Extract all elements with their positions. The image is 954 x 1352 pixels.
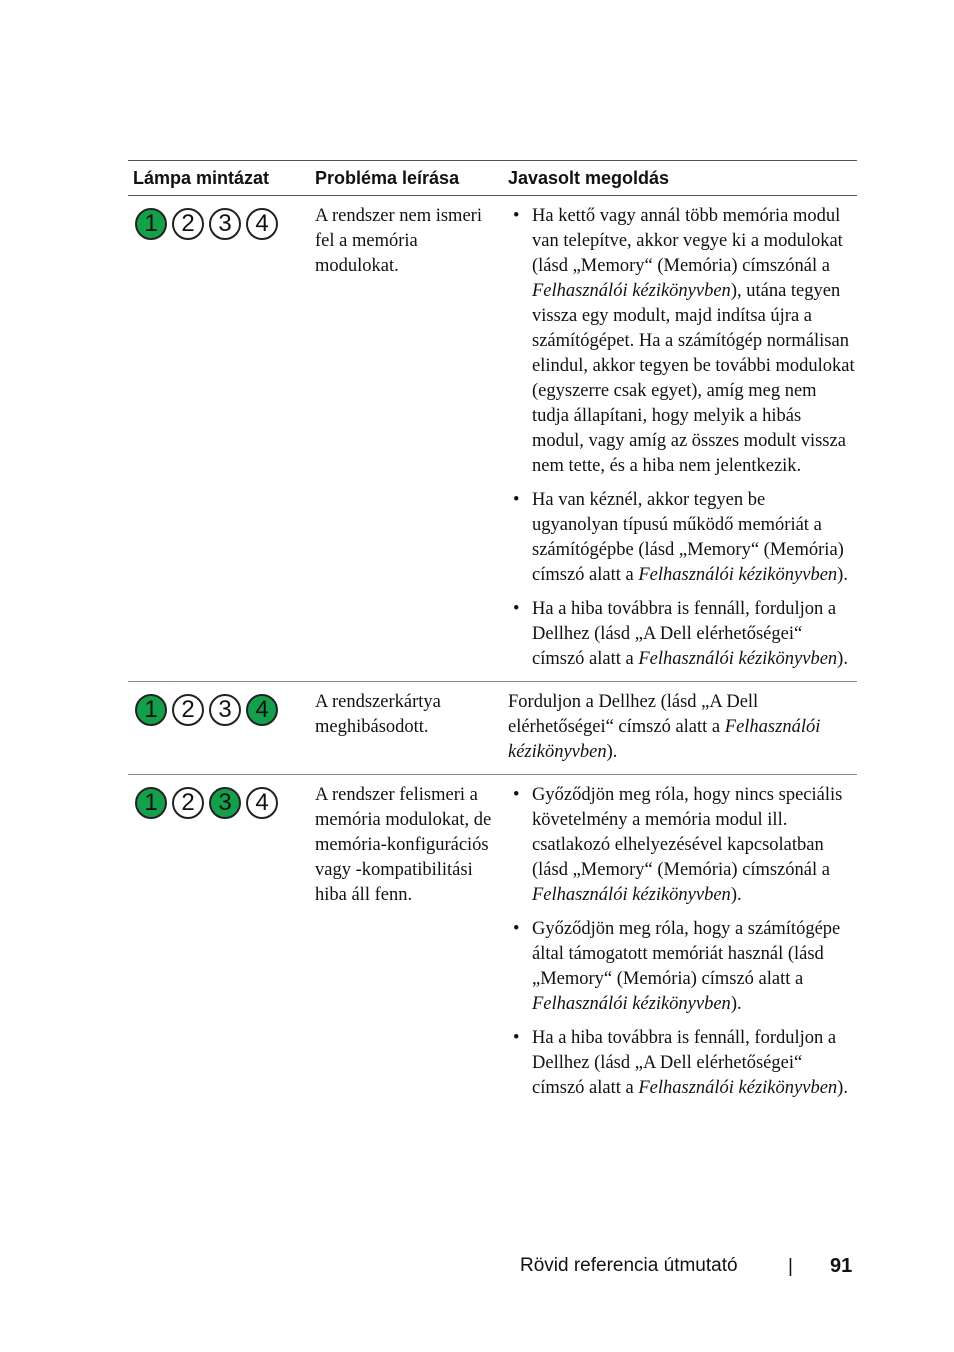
footer-separator: | (788, 1256, 793, 1277)
suggested-solution (506, 775, 857, 1110)
led-2-icon: 2 (172, 208, 204, 240)
led-pattern (133, 208, 310, 240)
solution-item: • Ha a hiba továbbra is fennáll, forduljon a Dellhez (lásd „A Dell elérhetőségei“ címszó alatt a Felhasználói kézikönyvben). (508, 1026, 855, 1101)
led-4-icon: 4 (246, 787, 278, 819)
led-pattern (133, 787, 310, 819)
solution-item: • Ha kettő vagy annál több memória modul van telepítve, akkor vegye ki a modulokat (lásd „Memory“ (Memória) címszónál a Felhasználói kézikönyvben), utána tegyen vissza egy modult, majd indítsa újra a számítógépet. Ha a számítógép normálisan elindul, akkor tegyen be további modulokat (egyszerre csak egyet), amíg meg nem tudja állapítani, hogy melyik a hibás modul, vagy amíg az összes modult vissza nem tette, és a hiba nem jelentkezik. (508, 204, 855, 479)
problem-description: A rendszerkártya meghibásodott. (315, 692, 441, 737)
header-problem-description: Probléma leírása (315, 167, 460, 188)
led-pattern (133, 694, 310, 726)
suggested-solution: Forduljon a Dellhez (lásd „A Dell elérhetőségei“ címszó alatt a Felhasználói kézikönyvben). (508, 692, 821, 762)
problem-description: A rendszer nem ismeri fel a memória modulokat. (315, 206, 482, 276)
solution-item: • Győződjön meg róla, hogy nincs speciális követelmény a memória modul ill. csatlakozó elhelyezésével kapcsolatban (lásd „Memory“ (Memória) címszónál a Felhasználói kézikönyvben). (508, 783, 855, 908)
footer-title: Rövid referencia útmutató (520, 1255, 738, 1276)
led-4-icon: 4 (246, 694, 278, 726)
led-3-icon: 3 (209, 694, 241, 726)
solution-item: • Ha a hiba továbbra is fennáll, forduljon a Dellhez (lásd „A Dell elérhetőségei“ címszó alatt a Felhasználói kézikönyvben). (508, 597, 855, 672)
table-row (128, 196, 857, 682)
led-3-icon: 3 (209, 208, 241, 240)
problem-description: A rendszer felismeri a memória modulokat, de memória-konfigurációs vagy -kompatibilitási hiba áll fenn. (315, 785, 492, 905)
led-1-icon: 1 (135, 694, 167, 726)
light-pattern-cell (128, 775, 310, 1110)
table-header (128, 161, 857, 196)
led-3-icon: 3 (209, 787, 241, 819)
header-light-pattern: Lámpa mintázat (133, 167, 270, 188)
diagnostic-lights-table (128, 160, 857, 1110)
led-2-icon: 2 (172, 694, 204, 726)
led-4-icon: 4 (246, 208, 278, 240)
solution-list (508, 783, 855, 1101)
light-pattern-cell (128, 682, 310, 774)
solution-item: • Ha van kéznél, akkor tegyen be ugyanolyan típusú működő memóriát a számítógépbe (lásd „Memory“ (Memória) címszó alatt a Felhasználói kézikönyvben). (508, 488, 855, 588)
table-row (128, 775, 857, 1110)
suggested-solution (506, 196, 857, 681)
led-1-icon: 1 (135, 787, 167, 819)
solution-list (508, 204, 855, 672)
solution-item: • Győződjön meg róla, hogy a számítógépe által támogatott memóriát használ (lásd „Memory“ (Memória) címszó alatt a Felhasználói kézikönyvben). (508, 917, 855, 1017)
header-suggested-solution: Javasolt megoldás (508, 167, 670, 188)
table-row (128, 682, 857, 775)
light-pattern-cell (128, 196, 310, 681)
led-2-icon: 2 (172, 787, 204, 819)
page-number: 91 (830, 1255, 853, 1277)
led-1-icon: 1 (135, 208, 167, 240)
